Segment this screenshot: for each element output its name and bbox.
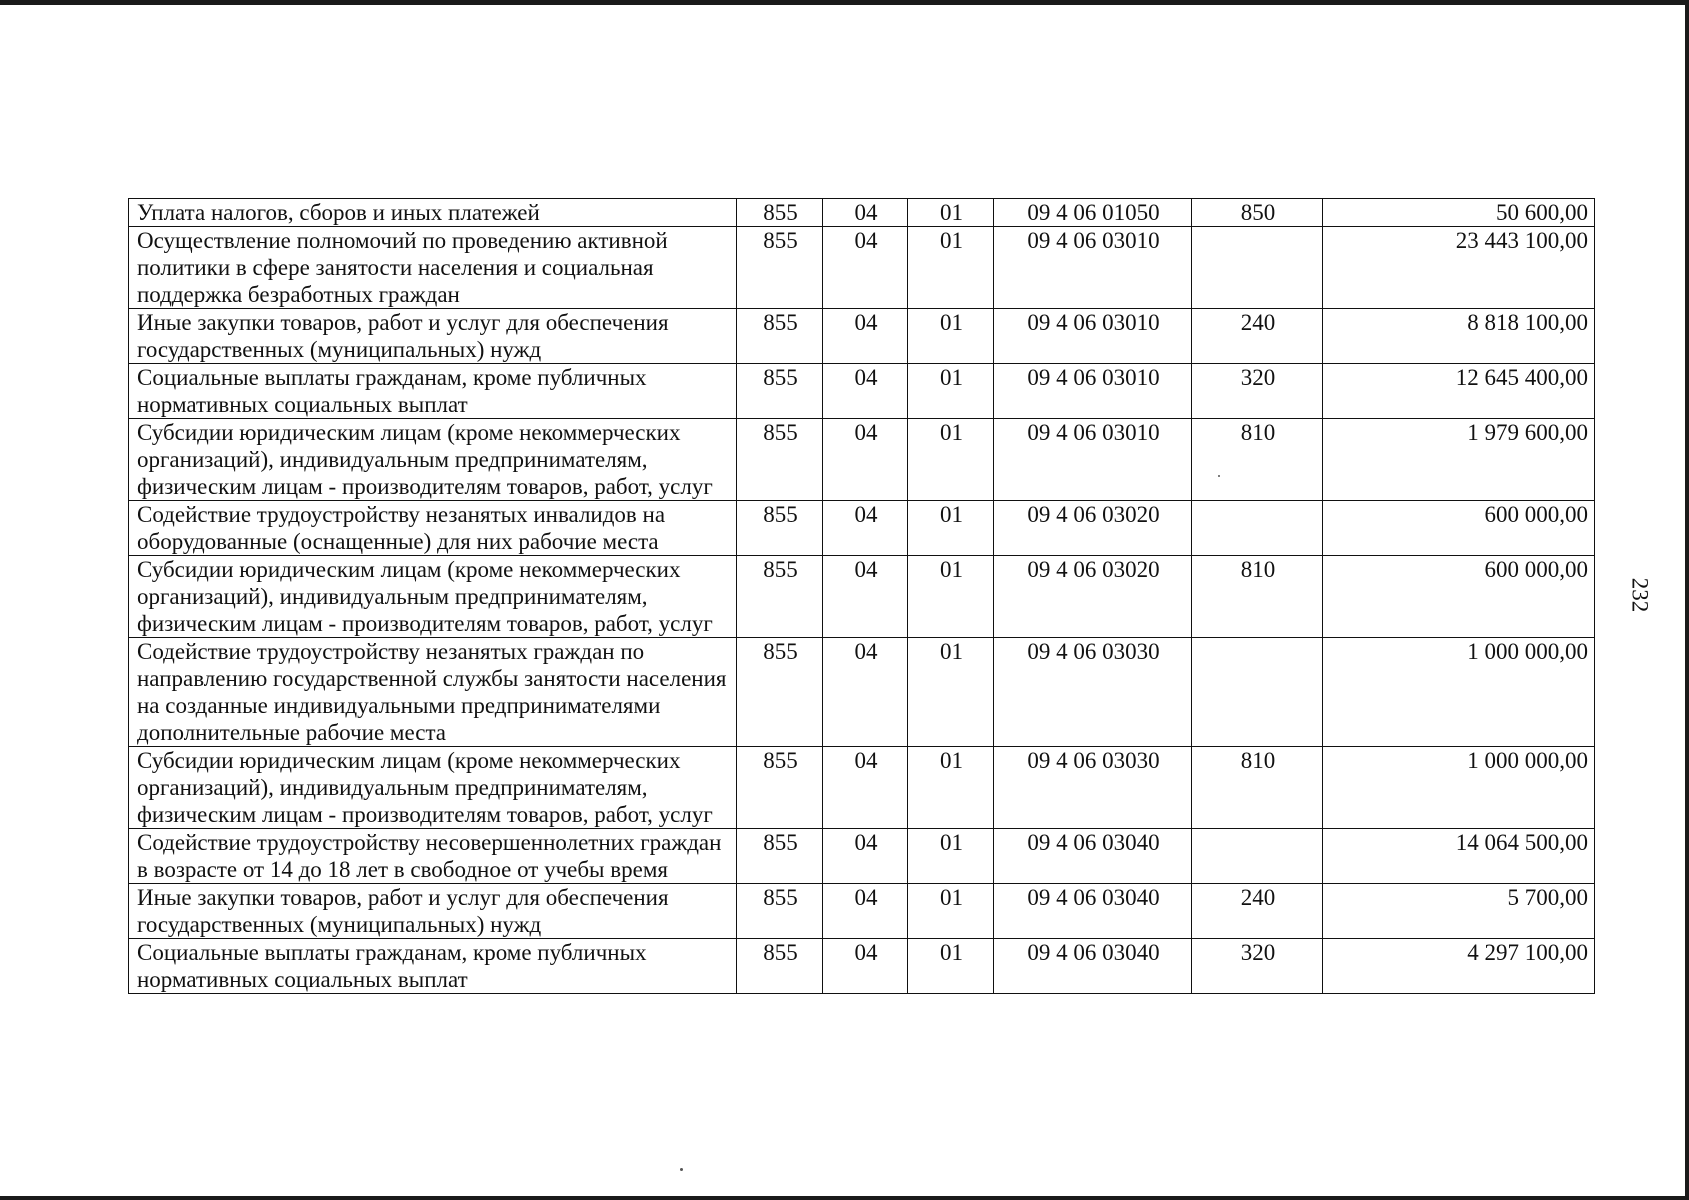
budget-table-body <box>129 199 1595 994</box>
target-article-code-cell: 09 4 06 03020 <box>994 501 1192 556</box>
subsection-code-cell: 01 <box>908 884 994 939</box>
scan-speck <box>680 1168 683 1171</box>
section-code-cell: 04 <box>823 939 908 994</box>
expense-type-code-cell: 320 <box>1192 364 1323 419</box>
expense-type-code-cell <box>1192 638 1323 747</box>
department-code-cell: 855 <box>737 501 823 556</box>
target-article-code-cell: 09 4 06 03040 <box>994 884 1192 939</box>
target-article-code-cell: 09 4 06 03010 <box>994 419 1192 501</box>
target-article-code-cell: 09 4 06 03010 <box>994 227 1192 309</box>
expense-type-code-cell: 810 <box>1192 747 1323 829</box>
item-name-cell: Субсидии юридическим лицам (кроме некоммерческих организаций), индивидуальным предпринимателям, физическим лицам - производителям товаров, работ, услуг <box>129 747 737 829</box>
amount-cell: 600 000,00 <box>1323 501 1595 556</box>
subsection-code-cell: 01 <box>908 829 994 884</box>
item-name-cell: Социальные выплаты гражданам, кроме публичных нормативных социальных выплат <box>129 939 737 994</box>
subsection-code-cell: 01 <box>908 501 994 556</box>
item-name-cell: Содействие трудоустройству незанятых инвалидов на оборудованные (оснащенные) для них рабочие места <box>129 501 737 556</box>
department-code-cell: 855 <box>737 419 823 501</box>
amount-cell: 50 600,00 <box>1323 199 1595 227</box>
item-name-cell: Субсидии юридическим лицам (кроме некоммерческих организаций), индивидуальным предпринимателям, физическим лицам - производителям товаров, работ, услуг <box>129 419 737 501</box>
amount-cell: 5 700,00 <box>1323 884 1595 939</box>
expense-type-code-cell <box>1192 227 1323 309</box>
subsection-code-cell: 01 <box>908 556 994 638</box>
department-code-cell: 855 <box>737 939 823 994</box>
item-name-cell: Иные закупки товаров, работ и услуг для обеспечения государственных (муниципальных) нужд <box>129 884 737 939</box>
table-row <box>129 556 1595 638</box>
target-article-code-cell: 09 4 06 03040 <box>994 829 1192 884</box>
expense-type-code-cell: 240 <box>1192 309 1323 364</box>
item-name-cell: Содействие трудоустройству незанятых граждан по направлению государственной службы занятости населения на созданные индивидуальными предпринимателями дополнительные рабочие места <box>129 638 737 747</box>
expense-type-code-cell: 810 <box>1192 556 1323 638</box>
section-code-cell: 04 <box>823 747 908 829</box>
section-code-cell: 04 <box>823 199 908 227</box>
section-code-cell: 04 <box>823 227 908 309</box>
item-name-cell: Уплата налогов, сборов и иных платежей <box>129 199 737 227</box>
subsection-code-cell: 01 <box>908 747 994 829</box>
section-code-cell: 04 <box>823 829 908 884</box>
scan-edge-right <box>1685 0 1689 1200</box>
expense-type-code-cell: 850 <box>1192 199 1323 227</box>
target-article-code-cell: 09 4 06 03040 <box>994 939 1192 994</box>
budget-table <box>128 198 1595 994</box>
table-row <box>129 939 1595 994</box>
department-code-cell: 855 <box>737 309 823 364</box>
subsection-code-cell: 01 <box>908 939 994 994</box>
subsection-code-cell: 01 <box>908 638 994 747</box>
amount-cell: 600 000,00 <box>1323 556 1595 638</box>
expense-type-code-cell: 810 <box>1192 419 1323 501</box>
page-number: 232 <box>1627 577 1653 613</box>
amount-cell: 8 818 100,00 <box>1323 309 1595 364</box>
table-row <box>129 309 1595 364</box>
amount-cell: 1 979 600,00 <box>1323 419 1595 501</box>
item-name-cell: Социальные выплаты гражданам, кроме публичных нормативных социальных выплат <box>129 364 737 419</box>
target-article-code-cell: 09 4 06 03010 <box>994 309 1192 364</box>
expense-type-code-cell <box>1192 501 1323 556</box>
expense-type-code-cell: 320 <box>1192 939 1323 994</box>
target-article-code-cell: 09 4 06 01050 <box>994 199 1192 227</box>
section-code-cell: 04 <box>823 419 908 501</box>
table-row <box>129 747 1595 829</box>
table-row <box>129 884 1595 939</box>
subsection-code-cell: 01 <box>908 364 994 419</box>
department-code-cell: 855 <box>737 364 823 419</box>
item-name-cell: Содействие трудоустройству несовершеннолетних граждан в возрасте от 14 до 18 лет в свободное от учебы время <box>129 829 737 884</box>
department-code-cell: 855 <box>737 884 823 939</box>
section-code-cell: 04 <box>823 556 908 638</box>
subsection-code-cell: 01 <box>908 419 994 501</box>
target-article-code-cell: 09 4 06 03010 <box>994 364 1192 419</box>
amount-cell: 12 645 400,00 <box>1323 364 1595 419</box>
section-code-cell: 04 <box>823 309 908 364</box>
item-name-cell: Иные закупки товаров, работ и услуг для обеспечения государственных (муниципальных) нужд <box>129 309 737 364</box>
amount-cell: 4 297 100,00 <box>1323 939 1595 994</box>
section-code-cell: 04 <box>823 884 908 939</box>
department-code-cell: 855 <box>737 747 823 829</box>
department-code-cell: 855 <box>737 829 823 884</box>
amount-cell: 14 064 500,00 <box>1323 829 1595 884</box>
expense-type-code-cell <box>1192 829 1323 884</box>
target-article-code-cell: 09 4 06 03030 <box>994 747 1192 829</box>
amount-cell: 1 000 000,00 <box>1323 747 1595 829</box>
subsection-code-cell: 01 <box>908 227 994 309</box>
amount-cell: 1 000 000,00 <box>1323 638 1595 747</box>
scan-edge-bottom <box>0 1196 1689 1200</box>
item-name-cell: Осуществление полномочий по проведению активной политики в сфере занятости населения и социальная поддержка безработных граждан <box>129 227 737 309</box>
section-code-cell: 04 <box>823 501 908 556</box>
department-code-cell: 855 <box>737 556 823 638</box>
table-row <box>129 199 1595 227</box>
expense-type-code-cell: 240 <box>1192 884 1323 939</box>
department-code-cell: 855 <box>737 638 823 747</box>
section-code-cell: 04 <box>823 638 908 747</box>
item-name-cell: Субсидии юридическим лицам (кроме некоммерческих организаций), индивидуальным предпринимателям, физическим лицам - производителям товаров, работ, услуг <box>129 556 737 638</box>
department-code-cell: 855 <box>737 227 823 309</box>
subsection-code-cell: 01 <box>908 199 994 227</box>
target-article-code-cell: 09 4 06 03030 <box>994 638 1192 747</box>
subsection-code-cell: 01 <box>908 309 994 364</box>
section-code-cell: 04 <box>823 364 908 419</box>
table-row <box>129 364 1595 419</box>
table-row <box>129 227 1595 309</box>
target-article-code-cell: 09 4 06 03020 <box>994 556 1192 638</box>
table-row <box>129 638 1595 747</box>
table-row <box>129 501 1595 556</box>
table-row <box>129 419 1595 501</box>
department-code-cell: 855 <box>737 199 823 227</box>
table-row <box>129 829 1595 884</box>
amount-cell: 23 443 100,00 <box>1323 227 1595 309</box>
scan-edge-top <box>0 0 1689 5</box>
